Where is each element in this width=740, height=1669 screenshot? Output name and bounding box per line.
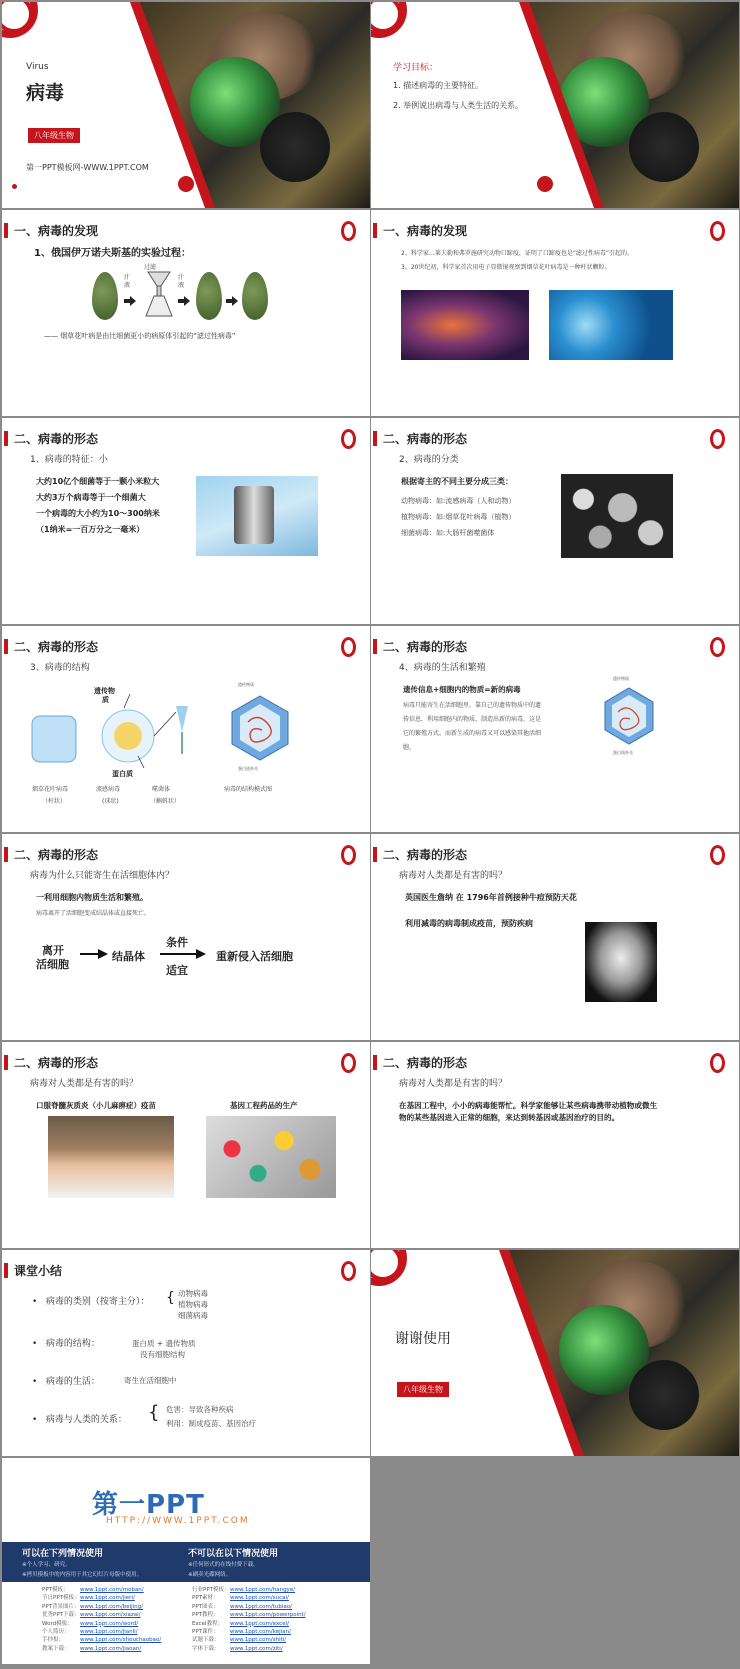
link-url[interactable]: www.1ppt.com/jiaoan/	[80, 1645, 142, 1652]
link-row	[42, 1586, 161, 1594]
bullet-structure-label: 病毒的结构：	[45, 1339, 100, 1349]
allowed-2: ※拷贝模板中的内容用于其它幻灯片母版中使用。	[22, 1572, 143, 1578]
cover-title: 病毒	[26, 82, 65, 104]
funnel-flask-icon	[142, 270, 176, 318]
objective-1: 1. 描述病毒的主要特征。	[393, 81, 484, 90]
label-genetic: 遗传物	[94, 687, 115, 695]
link-label: PPT模板：	[42, 1587, 69, 1593]
link-row	[192, 1586, 306, 1594]
link-url[interactable]: www.1ppt.com/moban/	[80, 1587, 144, 1593]
microscope-photo	[196, 476, 318, 556]
link-label: Word模板：	[42, 1620, 73, 1627]
link-row	[42, 1594, 161, 1602]
slide-reproduction	[371, 626, 739, 832]
red-dot-small	[12, 184, 17, 189]
flu-shape: (球状)	[102, 798, 119, 805]
slide-gene-engineering	[371, 1042, 739, 1248]
link-label: 字体下载：	[192, 1645, 220, 1652]
filter-label: 过滤	[144, 264, 157, 271]
link-row	[192, 1645, 306, 1653]
class-heading: 根据寄主的不同主要分成三类：	[401, 477, 513, 486]
summary-title: 课堂小结	[14, 1263, 63, 1278]
note: 病毒离开了活细胞变成结晶体或直接死亡。	[36, 910, 151, 917]
sub-heading: 2、病毒的分类	[399, 455, 459, 465]
virus-model-diagram	[601, 684, 657, 748]
site-text: 第一PPT模板网-WWW.1PPT.COM	[26, 163, 149, 172]
link-list-right	[192, 1586, 306, 1653]
category-plant: 植物病毒	[178, 1300, 208, 1309]
class-plant: 植物病毒：如:烟草花叶病毒（植物）	[401, 513, 516, 521]
link-row	[42, 1603, 161, 1611]
virus-photo	[549, 290, 673, 360]
sub-heading: 4、病毒的生活和繁殖	[399, 663, 486, 673]
link-label: 优秀PPT下载：	[42, 1612, 80, 1619]
fact-4: （1纳米=一百万分之一毫米）	[36, 525, 145, 534]
juice-label-2: 汁液	[178, 274, 185, 289]
slide-summary	[2, 1250, 370, 1456]
link-label: PPT背景图片：	[42, 1603, 80, 1610]
ring-icon	[341, 845, 356, 865]
link-url[interactable]: www.1ppt.com/kejian/	[230, 1629, 291, 1636]
slide-parasitism	[2, 834, 370, 1040]
link-label: 手抄报：	[42, 1637, 65, 1644]
phage-shape: （蝌蚪状）	[150, 798, 181, 805]
life-text: 寄生在活细胞中	[124, 1376, 177, 1385]
link-label: 节日PPT模板：	[42, 1595, 80, 1602]
relation-harm: 危害：导致各种疾病	[166, 1405, 234, 1414]
link-row	[42, 1628, 161, 1636]
question: 病毒为什么只能寄生在活细胞体内？	[30, 871, 175, 881]
phage-label: 噬菌体	[152, 786, 171, 793]
bullet-category: • 病毒的类别（按寄主分）：	[32, 1297, 150, 1307]
tmv-label: 烟草花叶病毒	[32, 786, 69, 793]
section-title: 二、病毒的形态	[14, 1055, 99, 1070]
virus-sem-photo	[561, 474, 673, 558]
link-url[interactable]: www.1ppt.com/shouchaobao/	[80, 1637, 162, 1644]
slide-vaccine-examples	[2, 1042, 370, 1248]
objective-2: 2. 举例说出病毒与人类生活的关系。	[393, 101, 524, 110]
link-url[interactable]: www.1ppt.com/beijing/	[80, 1603, 144, 1610]
link-row	[42, 1620, 161, 1628]
para-line-1: 病毒只能寄生在活细胞里，靠自己的遗传物质中的遗	[403, 702, 542, 709]
link-label: PPT教程：	[192, 1612, 219, 1619]
fact-1: 大约10亿个细菌等于一颗小米粒大	[36, 477, 160, 486]
ring-icon	[341, 1053, 356, 1073]
vaccine-line: 利用减毒的病毒制成疫苗，预防疾病	[405, 919, 533, 928]
bullet-life: • 病毒的生活：	[32, 1377, 100, 1387]
link-row	[192, 1594, 306, 1602]
slide-structure	[2, 626, 370, 832]
ring-icon	[341, 221, 356, 241]
grade-tag: 八年级生物	[28, 128, 80, 143]
license-banner	[2, 1542, 370, 1582]
slide-discovery-1	[2, 210, 370, 416]
leaf-icon	[92, 272, 118, 320]
section-title: 二、病毒的形态	[14, 639, 99, 654]
section-title: 二、病毒的形态	[383, 1055, 468, 1070]
link-row	[192, 1628, 306, 1636]
model-bottom-label: 蛋白质外壳	[238, 766, 258, 771]
brace-icon: {	[166, 1290, 175, 1306]
forbidden-title: 不可以在以下情况使用	[188, 1549, 279, 1559]
link-label: 试题下载：	[192, 1637, 220, 1644]
slide-discovery-2	[371, 210, 739, 416]
flow-crystal: 结晶体	[112, 950, 145, 963]
label-genetic-2: 质	[102, 696, 109, 704]
grade-tag: 八年级生物	[397, 1382, 449, 1397]
link-url[interactable]: www.1ppt.com/xiazai/	[80, 1612, 141, 1619]
link-url[interactable]: www.1ppt.com/hangye/	[230, 1587, 296, 1593]
sub-heading: 3、病毒的结构	[30, 663, 90, 673]
link-label: PPT图表：	[192, 1603, 219, 1610]
link-url[interactable]: www.1ppt.com/shiti/	[230, 1637, 287, 1644]
paragraph-2: 3、20世纪初，科学家首次用电子显微镜观察到烟草花叶病毒是一种杆状颗粒。	[401, 264, 611, 271]
link-label: Excel教程：	[192, 1620, 224, 1627]
link-url[interactable]: www.1ppt.com/powerpoint/	[230, 1612, 306, 1619]
allowed-1: ※个人学习、研究。	[22, 1562, 71, 1568]
link-row	[192, 1603, 306, 1611]
model-top-label: 遗传物质	[238, 682, 254, 687]
relation-use: 利用：制成疫苗、基因治疗	[166, 1419, 256, 1428]
leaf-icon	[242, 272, 268, 320]
question: 病毒对人类都是有害的吗？	[30, 1079, 139, 1089]
jenner-line: 英国医生詹纳 在 1796年首例接种牛痘预防天花	[405, 893, 577, 902]
bacteria-photo	[401, 290, 529, 360]
flow-condition: 条件	[166, 936, 188, 949]
link-url[interactable]: www.1ppt.com/word/	[80, 1620, 139, 1627]
fact-2: 大约3万个病毒等于一个细菌大	[36, 493, 146, 502]
section-title: 二、病毒的形态	[14, 847, 99, 862]
category-animal: 动物病毒	[178, 1289, 208, 1298]
flu-label: 流感病毒	[96, 786, 121, 793]
answer: 一利用细胞内物质生活和繁殖。	[36, 893, 148, 902]
slide-thanks	[371, 1250, 739, 1456]
bullet-relation-label: 病毒与人类的关系：	[45, 1415, 127, 1425]
juice-label-1: 汁液	[124, 274, 131, 289]
para-line-3: 它的繁殖方式。而新生成的病毒又可以感染其他活细	[403, 730, 542, 737]
section-title: 一、病毒的发现	[383, 223, 468, 238]
model-top-label: 遗传物质	[613, 676, 629, 681]
flow-leave: 离开	[42, 944, 64, 957]
subtitle-en: Virus	[26, 62, 49, 72]
ring-icon	[710, 221, 725, 241]
question: 病毒对人类都是有害的吗？	[399, 871, 508, 881]
link-label: PPT素材：	[192, 1595, 219, 1602]
link-row	[42, 1645, 161, 1653]
question: 病毒对人类都是有害的吗？	[399, 1079, 508, 1089]
arrow-icon	[80, 948, 108, 960]
red-dot	[537, 176, 553, 192]
pills-photo	[206, 1116, 336, 1198]
model-caption: 病毒的结构模式图	[224, 786, 273, 793]
link-url[interactable]: www.1ppt.com/sucai/	[230, 1595, 289, 1602]
allowed-title: 可以在下列情况使用	[22, 1549, 104, 1559]
flow-reinvade: 重新侵入活细胞	[216, 950, 293, 963]
flow-live-cell: 活细胞	[36, 958, 69, 971]
brand-logo: 第一PPT	[92, 1490, 205, 1520]
gene-line-2: 物的某些基因进入正常的细胞，来达到转基因或基因治疗的目的。	[399, 1113, 620, 1122]
ring-icon	[710, 845, 725, 865]
model-bottom-label: 蛋白质外壳	[613, 750, 633, 755]
slide-morphology-2	[371, 418, 739, 624]
category-bacteria: 细菌病毒	[178, 1311, 208, 1320]
thanks-title: 谢谢使用	[395, 1331, 451, 1347]
vaccination-photo	[48, 1116, 174, 1198]
polio-caption: 口服脊髓灰质炎（小儿麻痹症）疫苗	[36, 1101, 156, 1110]
section-title: 二、病毒的形态	[383, 639, 468, 654]
ring-icon	[710, 1053, 725, 1073]
link-label: 个人简历：	[42, 1629, 70, 1636]
link-row	[42, 1636, 161, 1644]
drug-caption: 基因工程药品的生产	[230, 1101, 298, 1110]
structure-1: 蛋白质 + 遗传物质	[132, 1339, 196, 1348]
slide-vaccine-history	[371, 834, 739, 1040]
virus-types-illustration	[28, 686, 198, 772]
brace-icon: {	[148, 1402, 160, 1423]
link-row	[192, 1611, 306, 1619]
cover-diagonal	[371, 1250, 739, 1456]
tmv-shape: （杆状）	[42, 798, 67, 805]
ring-icon	[341, 1261, 356, 1281]
ring-icon	[341, 429, 356, 449]
bullet-structure: • 病毒的结构：	[32, 1339, 100, 1349]
arrow-icon	[124, 296, 136, 306]
forbidden-2: ※刷卖光碟网络。	[188, 1572, 232, 1578]
slide-license	[2, 1458, 370, 1664]
arrow-icon	[178, 296, 190, 306]
link-url[interactable]: www.1ppt.com/tubiao/	[230, 1603, 292, 1610]
statue-photo	[585, 922, 657, 1002]
leaf-icon	[196, 272, 222, 320]
link-url[interactable]: www.1ppt.com/jieri/	[80, 1595, 135, 1602]
section-title: 一、病毒的发现	[14, 223, 99, 238]
class-animal: 动物病毒：如:流感病毒（人和动物）	[401, 497, 516, 505]
bullet-category-label: 病毒的类别（按寄主分）：	[45, 1297, 150, 1307]
slide-objectives	[371, 2, 739, 208]
link-url[interactable]: www.1ppt.com/jianli/	[80, 1629, 138, 1636]
ring-icon	[710, 429, 725, 449]
link-row	[192, 1620, 306, 1628]
sub-heading: 1、病毒的特征：小	[30, 455, 108, 465]
virus-model-diagram	[228, 692, 292, 764]
section-title: 二、病毒的形态	[383, 431, 468, 446]
fact-3: 一个病毒的大小约为10～300纳米	[36, 509, 160, 518]
link-url[interactable]: www.1ppt.com/ziti/	[230, 1645, 283, 1652]
structure-2: 没有细胞结构	[140, 1350, 185, 1359]
slide-morphology-1	[2, 418, 370, 624]
link-label: PPT课件：	[192, 1629, 219, 1636]
paragraph-1: 2、科学家…莱夫勒和弗罗施研究动物口蹄疫，证明了口蹄疫也是“滤过性病毒”引起的。	[401, 250, 634, 257]
link-row	[42, 1611, 161, 1619]
link-label: 教案下载：	[42, 1645, 70, 1652]
link-list-left	[42, 1586, 161, 1653]
formula: 遗传信息+细胞内的物质=新的病毒	[403, 685, 521, 694]
bullet-life-label: 病毒的生活：	[45, 1377, 100, 1387]
ring-icon	[341, 637, 356, 657]
slide-cover	[2, 2, 370, 208]
gene-line-1: 在基因工程中，小小的病毒能帮忙。科学家能够让某些病毒携带动植物或微生	[399, 1101, 658, 1110]
section-title: 二、病毒的形态	[383, 847, 468, 862]
para-line-2: 传信息，利用细胞内的物质，制造出新的病毒，这是	[403, 716, 542, 723]
forbidden-1: ※任何形式的在线付费下载。	[188, 1562, 259, 1568]
section-title: 二、病毒的形态	[14, 431, 99, 446]
caption: —— 烟草花叶病是由比细菌更小的病原体引起的“滤过性病毒”	[44, 332, 236, 340]
flow-suitable: 适宜	[166, 964, 188, 977]
objective-label: 学习目标：	[393, 63, 439, 73]
class-bacteria: 细菌病毒：如:大肠杆菌噬菌体	[401, 529, 495, 537]
ring-icon	[710, 637, 725, 657]
para-line-4: 胞。	[403, 744, 416, 751]
brand-url: HTTP://WWW.1PPT.COM	[106, 1516, 250, 1526]
link-label: 行业PPT模板：	[192, 1587, 230, 1593]
link-url[interactable]: www.1ppt.com/excel/	[230, 1620, 289, 1627]
red-dot	[178, 176, 194, 192]
link-row	[192, 1636, 306, 1644]
label-protein: 蛋白质	[112, 770, 133, 778]
arrow-icon	[226, 296, 238, 306]
bullet-relation: • 病毒与人类的关系：	[32, 1415, 127, 1425]
sub-heading: 1、俄国伊万诺夫斯基的实验过程：	[34, 248, 191, 259]
